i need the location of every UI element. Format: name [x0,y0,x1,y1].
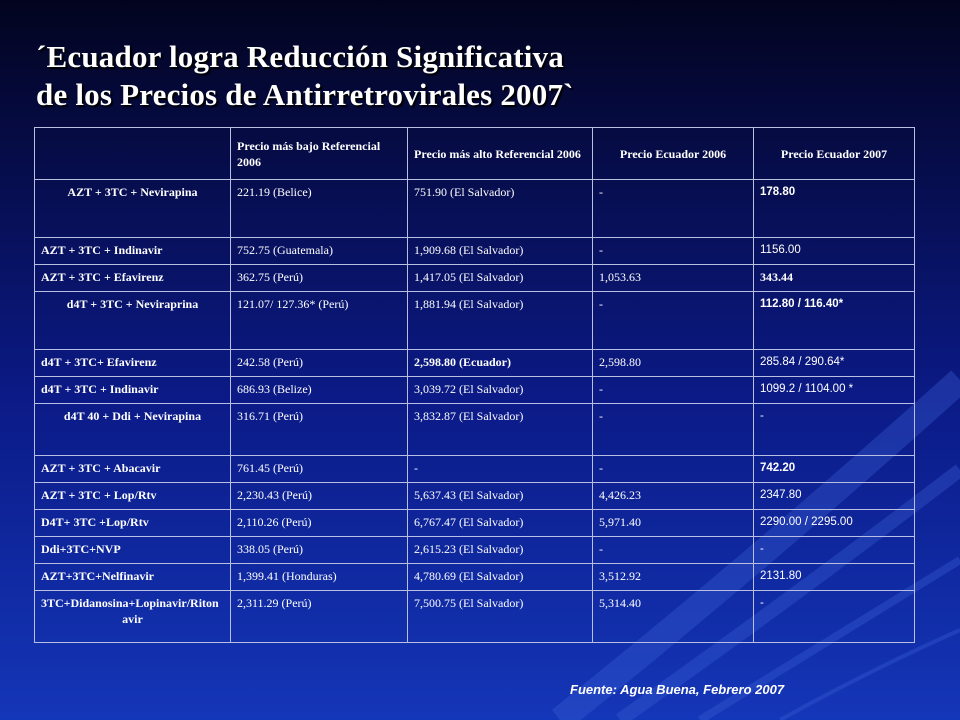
table-row [35,537,915,564]
cell-ecuador-2007: 2347.80 [754,483,915,510]
table-row [35,238,915,265]
cell-ecuador-2007: 1156.00 [754,238,915,265]
cell-ecuador-2006: - [593,377,754,404]
table-row [35,265,915,292]
table-row [35,483,915,510]
drug-name: AZT + 3TC + Nevirapina [35,180,231,238]
drug-name: AZT + 3TC + Lop/Rtv [35,483,231,510]
cell-ecuador-2006: 5,971.40 [593,510,754,537]
header-highest-price: Precio más alto Referencial 2006 [408,128,593,180]
table-row [35,404,915,456]
drug-name: D4T+ 3TC +Lop/Rtv [35,510,231,537]
cell-ecuador-2007: - [754,404,915,456]
cell-ecuador-2006: 1,053.63 [593,265,754,292]
cell-ecuador-2006: 4,426.23 [593,483,754,510]
cell-highest: 1,881.94 (El Salvador) [408,292,593,350]
cell-lowest: 362.75 (Perú) [231,265,408,292]
table-row [35,510,915,537]
cell-highest: 5,637.43 (El Salvador) [408,483,593,510]
drug-name: AZT + 3TC + Abacavir [35,456,231,483]
table-row [35,180,915,238]
price-table [34,127,915,643]
drug-name: AZT + 3TC + Indinavir [35,238,231,265]
cell-ecuador-2006: 2,598.80 [593,350,754,377]
cell-highest: 3,039.72 (El Salvador) [408,377,593,404]
table-header-row [35,128,915,180]
cell-ecuador-2006: - [593,456,754,483]
cell-ecuador-2007: 112.80 / 116.40* [754,292,915,350]
cell-lowest: 121.07/ 127.36* (Perú) [231,292,408,350]
cell-lowest: 2,311.29 (Perú) [231,591,408,643]
header-lowest-price: Precio más bajo Referencial 2006 [231,128,408,180]
drug-name: AZT+3TC+Nelfinavir [35,564,231,591]
cell-ecuador-2007: 2131.80 [754,564,915,591]
cell-ecuador-2007: 2290.00 / 2295.00 [754,510,915,537]
cell-ecuador-2006: - [593,238,754,265]
drug-name: 3TC+Didanosina+Lopinavir/Ritonavir [35,591,231,643]
table-row [35,564,915,591]
header-ecuador-2006: Precio Ecuador 2006 [593,128,754,180]
table-row [35,456,915,483]
drug-name: d4T + 3TC+ Efavirenz [35,350,231,377]
cell-highest: 3,832.87 (El Salvador) [408,404,593,456]
cell-lowest: 686.93 (Belize) [231,377,408,404]
cell-highest: - [408,456,593,483]
table-row [35,350,915,377]
table-row [35,377,915,404]
cell-ecuador-2007: 178.80 [754,180,915,238]
cell-highest: 1,909.68 (El Salvador) [408,238,593,265]
drug-name: d4T + 3TC + Neviraprina [35,292,231,350]
drug-name: AZT + 3TC + Efavirenz [35,265,231,292]
cell-ecuador-2007: 343.44 [754,265,915,292]
cell-ecuador-2007: - [754,537,915,564]
cell-ecuador-2007: 742.20 [754,456,915,483]
cell-ecuador-2006: 5,314.40 [593,591,754,643]
page-title [36,38,936,114]
header-drug [35,128,231,180]
title-line-2: de los Precios de Antirretrovirales 2007` [36,77,574,112]
cell-ecuador-2007: - [754,591,915,643]
drug-name: d4T + 3TC + Indinavir [35,377,231,404]
cell-highest: 4,780.69 (El Salvador) [408,564,593,591]
cell-lowest: 1,399.41 (Honduras) [231,564,408,591]
cell-lowest: 316.71 (Perú) [231,404,408,456]
cell-lowest: 2,110.26 (Perú) [231,510,408,537]
cell-highest: 2,598.80 (Ecuador) [408,350,593,377]
cell-lowest: 761.45 (Perú) [231,456,408,483]
cell-highest: 2,615.23 (El Salvador) [408,537,593,564]
cell-ecuador-2006: 3,512.92 [593,564,754,591]
cell-lowest: 338.05 (Perú) [231,537,408,564]
cell-lowest: 2,230.43 (Perú) [231,483,408,510]
cell-ecuador-2006: - [593,180,754,238]
cell-ecuador-2006: - [593,292,754,350]
header-ecuador-2007: Precio Ecuador 2007 [754,128,915,180]
drug-name: Ddi+3TC+NVP [35,537,231,564]
cell-highest: 6,767.47 (El Salvador) [408,510,593,537]
drug-name: d4T 40 + Ddi + Nevirapina [35,404,231,456]
table-row [35,292,915,350]
cell-lowest: 752.75 (Guatemala) [231,238,408,265]
cell-ecuador-2006: - [593,404,754,456]
source-note: Fuente: Agua Buena, Febrero 2007 [570,682,785,697]
table-row [35,591,915,643]
cell-ecuador-2007: 285.84 / 290.64* [754,350,915,377]
cell-ecuador-2007: 1099.2 / 1104.00 * [754,377,915,404]
cell-lowest: 242.58 (Perú) [231,350,408,377]
cell-highest: 1,417.05 (El Salvador) [408,265,593,292]
cell-ecuador-2006: - [593,537,754,564]
cell-highest: 7,500.75 (El Salvador) [408,591,593,643]
title-line-1: ´Ecuador logra Reducción Significativa [36,39,565,74]
cell-lowest: 221.19 (Belice) [231,180,408,238]
cell-highest: 751.90 (El Salvador) [408,180,593,238]
